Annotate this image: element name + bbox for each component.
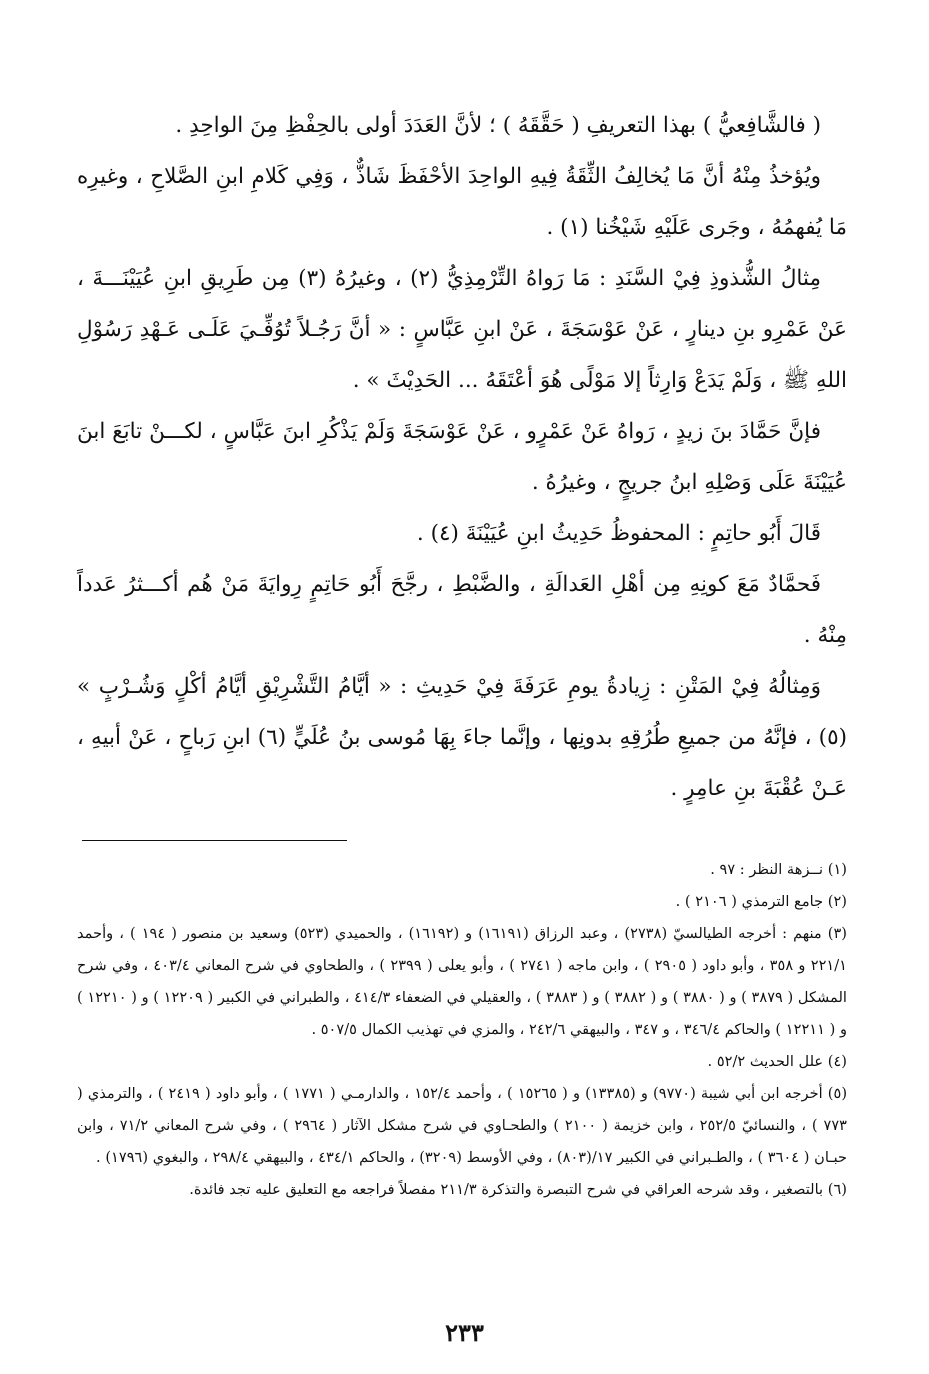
paragraph-shadh-rule: ويُؤخذُ مِنْهُ أنَّ مَا يُخالِفُ الثِّقَةُ فِيهِ الواحِدَ الأحْفَظَ شَاذٌّ ، وَفِي كَلامِ ابنِ الصَّلاحِ ، وغيرِه مَا يُفهمُهُ ، وجَرى عَلَيْهِ شَيْخُنا (١) . bbox=[77, 164, 847, 240]
footnote-4: (٤) علل الحديث ٥٢/٢ . bbox=[707, 1053, 847, 1070]
page-number: ٢٣٣ bbox=[445, 1318, 484, 1347]
footnote-3: (٣) منهم : أخرجه الطيالسيّ (٢٧٣٨) ، وعبد الرزاق (١٦١٩١) و (١٦١٩٢) ، والحميدي (٥٢٣) وسعيد بن منصور ( ١٩٤ ) ، وأحمد ٢٢١/١ و ٣٥٨ ، وأبو داود ( ٢٩٠٥ ) ، وابن ماجه ( ٢٧٤١ ) ، وأبو يعلى ( ٢٣٩٩ ) ، والطحاوي في شرح المعاني ٤٠٣/٤ ، وفي شرح المشكل ( ٣٨٧٩ ) و ( ٣٨٨٠ ) و ( ٣٨٨٢ ) و ( ٣٨٨٣ ) ، والعقيلي في الضعفاء ٤١٤/٣ ، والطبراني في الكبير ( ١٢٢٠٩ ) و ( ١٢٢١٠ ) و ( ١٢٢١١ ) والحاكم ٣٤٦/٤ ، و ٣٤٧ ، والبيهقي ٢٤٢/٦ ، والمزي في تهذيب الكمال ٥٠٧/٥ . bbox=[77, 925, 848, 1038]
footnote-5: (٥) أخرجه ابن أبي شيبة (٩٧٧٠) و (١٣٣٨٥) و ( ١٥٢٦٥ ) ، وأحمد ١٥٢/٤ ، والدارمـي ( ١٧٧١ ) ، وأبو داود ( ٢٤١٩ ) ، والترمذي ( ٧٧٣ ) ، والنسائيّ ٢٥٢/٥ ، وابن خزيمة ( ٢١٠٠ ) والطحـاوي في شرح مشكل الآثار ( ٢٩٦٤ ) ، وفي شرح المعاني ٧١/٢ ، وابن حبـان ( ٣٦٠٤ ) ، والطـبراني في الكبير ١٧/(٨٠٣) ، وفي الأوسط (٣٢٠٩) ، والحاكم ٤٣٤/١ ، والبيهقي ٢٩٨/٤ ، والبغوي (١٧٩٦) . bbox=[77, 1085, 848, 1166]
paragraph-matn-example: وَمِثالُهُ فِيْ المَتْنِ : زِيادةُ يومِ عَرَفَةَ فِيْ حَدِيثِ : « أيَّامُ التَّشْرِيْقِ أيَّامُ أكْلٍ وَشُـرْبٍ » (٥) ، فإنَّهُ من جميعِ طُرُقِهِ بدونِها ، وإنَّما جاءَ بِهَا مُوسى بنُ عُلَيٍّ (٦) ابنِ رَباحٍ ، عَنْ أبيهِ ، عَـنْ عُقْبَةَ بنِ عامِرٍ . bbox=[77, 674, 848, 801]
footnotes bbox=[77, 854, 847, 1206]
footnote-6: (٦) بالتصغير ، وقد شرحه العراقي في شرح التبصرة والتذكرة ٢١١/٣ مفصلاً فراجعه مع التعليق عليه تجد فائدة. bbox=[189, 1181, 847, 1198]
footnote-1: (١) نــزهة النظر : ٩٧ . bbox=[710, 861, 847, 878]
footnote-separator bbox=[82, 840, 347, 841]
paragraph-hammad-conclusion: فَحمَّادٌ مَعَ كونِهِ مِن أهْلِ العَدالَةِ ، والضَّبْطِ ، رجَّحَ أَبُو حَاتِمٍ رِوايَةَ مَنْ هُم أكـــثرُ عَدداً مِنْهُ . bbox=[77, 572, 847, 648]
paragraph-hammad-narration: فإنَّ حَمَّادَ بنَ زيدٍ ، رَواهُ عَنْ عَمْرٍو ، عَنْ عَوْسَجَةَ وَلَمْ يَذْكُرِ ابنَ عَبَّاسٍ ، لكـــنْ تابَعَ ابنَ عُيَيْنَةَ عَلَى وَصْلِهِ ابنُ جريجٍ ، وغيرُهُ . bbox=[77, 419, 847, 495]
paragraph-sanad-example: مِثالُ الشُّذوذِ فِيْ السَّنَدِ : مَا رَواهُ التِّرْمِذِيُّ (٢) ، وغيرُهُ (٣) مِن طَرِيقِ ابنِ عُيَيْنَـــةَ ، عَنْ عَمْرِو بنِ دينارٍ ، عَنْ عَوْسَجَةَ ، عَنْ ابنِ عَبَّاسٍ : « أنَّ رَجُـلاً تُوُفِّـيَ عَلَـى عَـهْدِ رَسُوْلِ اللهِ ﷺ ، وَلَمْ يَدَعْ وَارِثاً إلا مَوْلًى هُوَ أعْتَقَهُ ... الحَدِيْثَ » . bbox=[77, 266, 847, 393]
main-text bbox=[77, 100, 847, 814]
footnote-2: (٢) جامع الترمذي ( ٢١٠٦ ) . bbox=[675, 893, 847, 910]
paragraph-shafii-definition: ( فالشَّافِعيُّ ) بهذا التعريفِ ( حَقَّقَهُ ) ؛ لأنَّ العَدَدَ أولى بالحِفْظِ مِنَ الواحِدِ . bbox=[175, 113, 821, 138]
paragraph-abu-hatim: قَالَ أَبُو حاتِمٍ : المحفوظُ حَدِيثُ ابنِ عُيَيْنَةَ (٤) . bbox=[416, 521, 821, 546]
